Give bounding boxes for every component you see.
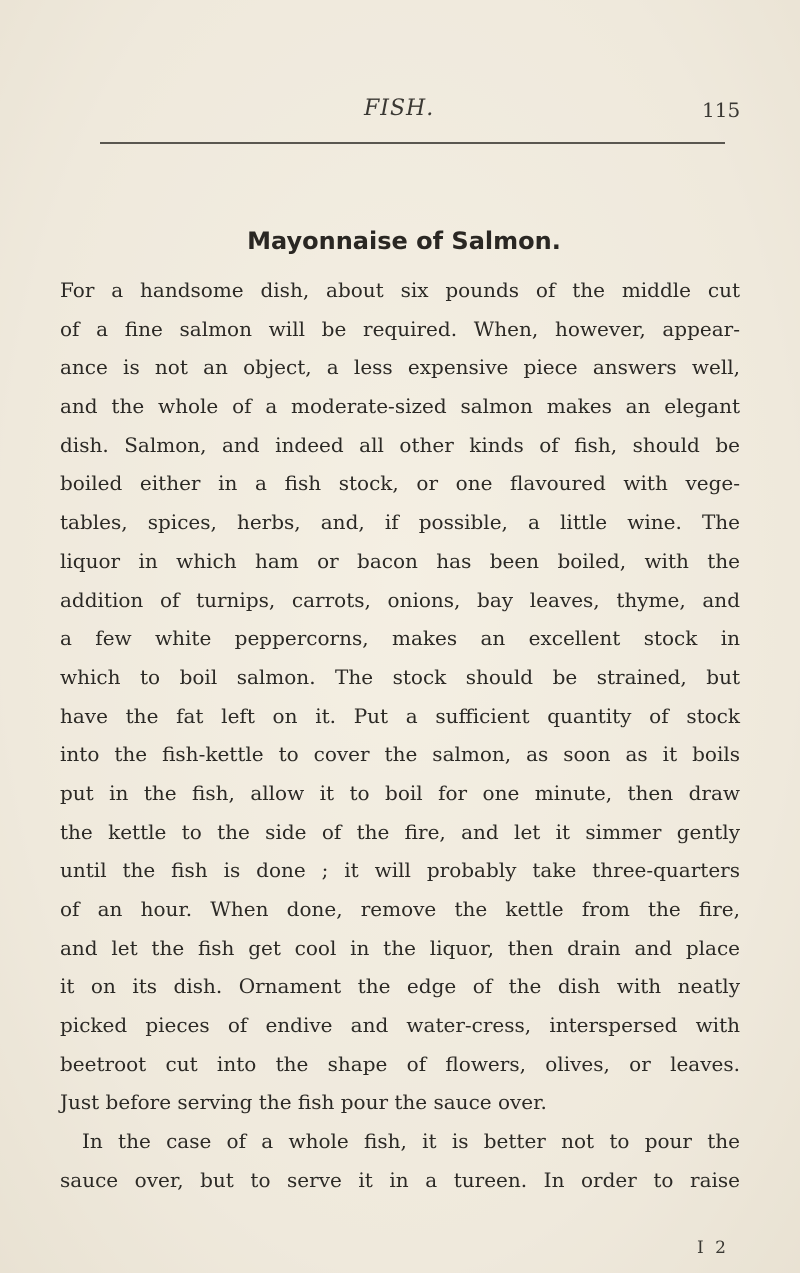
text-line: ance is not an object, a less expensive piece answers well, xyxy=(60,355,740,380)
header-rule xyxy=(100,142,725,144)
page-number: 115 xyxy=(702,98,741,122)
text-line: For a handsome dish, about six pounds of the middle cut xyxy=(60,278,740,302)
text-line: into the fish-kettle to cover the salmon, as soon as it boils xyxy=(60,742,740,767)
text-line: it on its dish. Ornament the edge of the dish with neatly xyxy=(60,974,740,999)
text-line: and let the fish get cool in the liquor, then drain and place xyxy=(60,935,740,960)
text-line: In the case of a whole fish, it is better not to pour the xyxy=(82,1129,740,1154)
text-line: a few white peppercorns, makes an excellent stock in xyxy=(60,626,740,651)
text-line: boiled either in a fish stock, or one flavoured with vege- xyxy=(60,471,740,496)
text-line: picked pieces of endive and water-cress, interspersed with xyxy=(60,1013,740,1038)
signature-mark: I 2 xyxy=(697,1238,729,1258)
text-line: of an hour. When done, remove the kettle from the fire, xyxy=(60,897,740,921)
text-line: and the whole of a moderate-sized salmon makes an elegant xyxy=(60,394,740,419)
article-title: Mayonnaise of Salmon. xyxy=(247,227,561,255)
text-line: sauce over, but to serve it in a tureen. In order to raise xyxy=(60,1167,740,1192)
text-line: put in the fish, allow it to boil for one minute, then draw xyxy=(60,780,740,805)
running-title: FISH. xyxy=(364,96,435,121)
text-line: dish. Salmon, and indeed all other kinds of fish, should be xyxy=(60,432,740,457)
text-line: liquor in which ham or bacon has been boiled, with the xyxy=(60,548,740,573)
text-line: tables, spices, herbs, and, if possible, a little wine. The xyxy=(60,510,740,535)
article-body xyxy=(60,271,740,1200)
text-line: the kettle to the side of the fire, and let it simmer gently xyxy=(60,819,740,844)
running-head xyxy=(0,96,800,126)
text-line: which to boil salmon. The stock should be strained, but xyxy=(60,664,740,689)
text-line: addition of turnips, carrots, onions, bay leaves, thyme, and xyxy=(60,587,740,612)
text-line: beetroot cut into the shape of flowers, olives, or leaves. xyxy=(60,1051,740,1076)
text-line: until the fish is done ; it will probably take three-quarters xyxy=(60,858,740,883)
text-line: have the fat left on it. Put a sufficient quantity of stock xyxy=(60,703,740,728)
text-line: of a fine salmon will be required. When, however, appear- xyxy=(60,316,740,341)
text-line: Just before serving the fish pour the sauce over. xyxy=(60,1090,547,1115)
